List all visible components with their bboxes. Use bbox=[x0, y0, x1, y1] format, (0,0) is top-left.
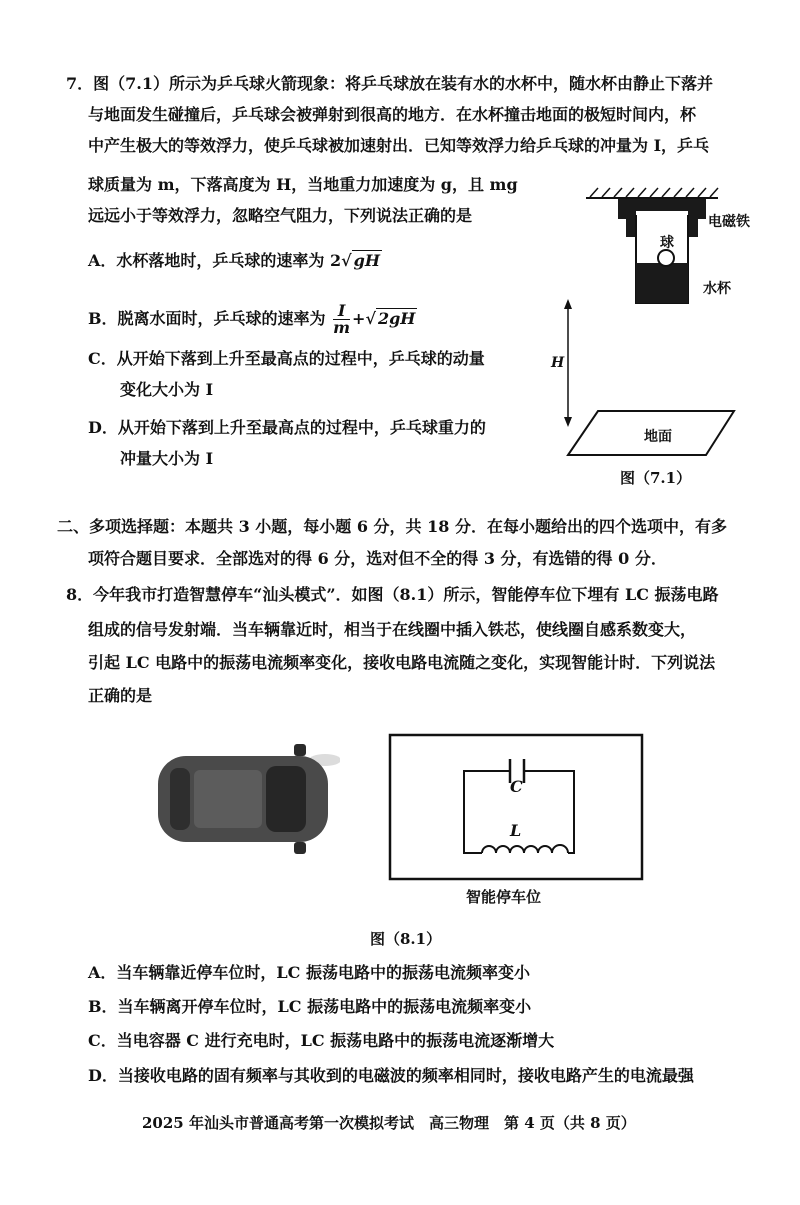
car-mirror-top bbox=[294, 744, 306, 756]
label-height: H bbox=[551, 355, 565, 371]
ceiling-hatch bbox=[586, 188, 718, 198]
fraction-numerator: I bbox=[333, 303, 350, 320]
car-rear-window bbox=[170, 768, 190, 830]
q8-line-2: 组成的信号发射端．当车辆靠近时，相当于在线圈中插入铁芯，使线圈自感系数变大， bbox=[88, 620, 697, 639]
car-mirror-bottom bbox=[294, 842, 306, 854]
sqrt-2gh-b: √ 2gH bbox=[365, 309, 416, 328]
smart-parking-spot-figure bbox=[388, 733, 644, 881]
q8-option-a: A．当车辆靠近停车位时，LC 振荡电路中的振荡电流频率变小 bbox=[88, 963, 530, 982]
q7-line-1: 7．图（7.1）所示为乒乓球火箭现象：将乒乓球放在装有水的水杯中，随水杯由静止下落并 bbox=[66, 74, 713, 93]
q8-line-1: 8．今年我市打造智慧停车“汕头模式”．如图（8.1）所示，智能停车位下埋有 LC 振荡电路 bbox=[66, 585, 719, 604]
sqrt-gh-a: √ gH bbox=[341, 251, 380, 270]
caption-figure-8-1: 图（8.1） bbox=[370, 930, 442, 948]
q7-option-b bbox=[88, 303, 417, 336]
label-ground: 地面 bbox=[644, 429, 672, 445]
q7-line-5: 远远小于等效浮力，忽略空气阻力，下列说法正确的是 bbox=[88, 206, 473, 225]
label-electromagnet: 电磁铁 bbox=[708, 214, 750, 230]
ping-pong-ball bbox=[658, 250, 674, 266]
label-cup: 水杯 bbox=[703, 281, 731, 297]
q7-option-a bbox=[88, 251, 382, 271]
q7-line-2: 与地面发生碰撞后，乒乓球会被弹射到很高的地方．在水杯撞击地面的极短时间内，杯 bbox=[88, 105, 697, 124]
q7-option-b-text: B．脱离水面时，乒乓球的速率为 bbox=[88, 309, 326, 328]
section-2-line-2: 项符合题目要求．全部选对的得 6 分，选对但不全的得 3 分，有选错的得 0 分． bbox=[88, 549, 667, 568]
height-arrow-up bbox=[564, 299, 572, 309]
water-in-cup bbox=[636, 263, 688, 303]
q8-option-b: B．当车辆离开停车位时，LC 振荡电路中的振荡电流频率变小 bbox=[88, 997, 532, 1016]
q8-option-c: C．当电容器 C 进行充电时，LC 振荡电路中的振荡电流逐渐增大 bbox=[88, 1031, 555, 1050]
q7-option-d-line-1: D．从开始下落到上升至最高点的过程中，乒乓球重力的 bbox=[88, 418, 486, 437]
sqrt-radicand-a: gH bbox=[353, 251, 380, 270]
caption-figure-7-1: 图（7.1） bbox=[620, 469, 692, 487]
car-windshield bbox=[266, 766, 306, 832]
q7-line-3: 中产生极大的等效浮力，使乒乓球被加速射出．已知等效浮力给乒乓球的冲量为 I，乒乓 bbox=[88, 136, 710, 155]
label-smart-parking-spot: 智能停车位 bbox=[466, 888, 542, 906]
plus-sign: + bbox=[352, 309, 366, 328]
label-inductor: L bbox=[510, 821, 522, 840]
q8-line-4: 正确的是 bbox=[88, 686, 153, 705]
q7-option-d-line-2: 冲量大小为 I bbox=[120, 449, 214, 468]
section-2-line-1: 二、多项选择题：本题共 3 小题，每小题 6 分，共 18 分．在每小题给出的四个选项中，有多 bbox=[57, 517, 727, 536]
q8-line-3: 引起 LC 电路中的振荡电流频率变化，接收电路电流随之变化，实现智能计时．下列说法 bbox=[88, 653, 716, 672]
inductor-coil bbox=[482, 845, 568, 853]
car-roof bbox=[194, 770, 262, 828]
fraction-denominator: m bbox=[333, 318, 351, 337]
page-footer: 2025 年汕头市普通高考第一次模拟考试 高三物理 第 4 页（共 8 页） bbox=[142, 1114, 636, 1132]
q7-option-a-text: A．水杯落地时，乒乓球的速率为 2 bbox=[88, 251, 342, 270]
q7-option-c-line-2: 变化大小为 I bbox=[120, 380, 214, 399]
height-arrow-down bbox=[564, 417, 572, 427]
fraction-i-over-m bbox=[333, 303, 350, 336]
sqrt-radicand-b: 2gH bbox=[377, 309, 416, 328]
q7-option-c-line-1: C．从开始下落到上升至最高点的过程中，乒乓球的动量 bbox=[88, 349, 485, 368]
label-capacitor: C bbox=[510, 777, 523, 796]
parking-spot-border bbox=[390, 735, 642, 879]
label-ball: 球 bbox=[660, 235, 674, 251]
q8-option-d: D．当接收电路的固有频率与其收到的电磁波的频率相同时，接收电路产生的电流最强 bbox=[88, 1066, 694, 1085]
q7-line-4: 球质量为 m，下落高度为 H，当地重力加速度为 g，且 mg bbox=[88, 175, 518, 194]
car-illustration bbox=[150, 740, 340, 860]
